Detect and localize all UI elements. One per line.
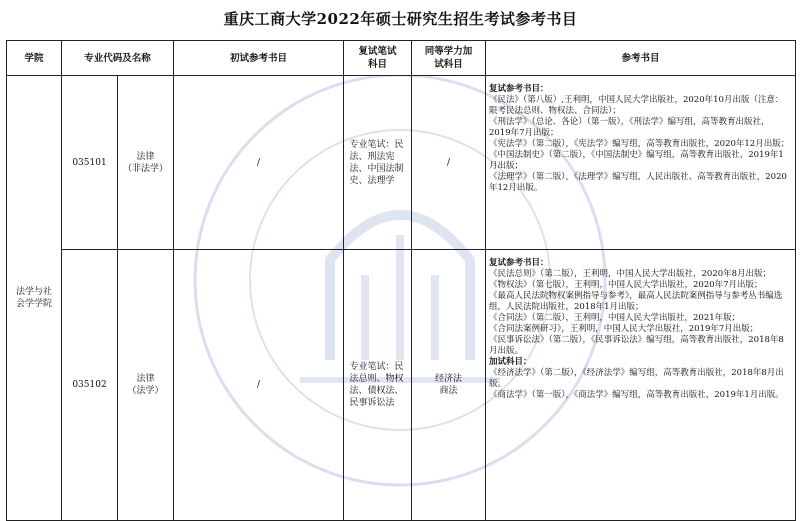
reference-item: 《民法》（第八版）,王利明，中国人民大学出版社，2020年10月出版（注意：限考民法总则、物权法、合同法）； xyxy=(489,95,784,116)
reference-list xyxy=(486,76,796,250)
major-code: 035102 xyxy=(62,250,118,521)
major-type: （非法学） xyxy=(123,163,169,174)
header-initial-books: 初试参考书目 xyxy=(174,41,344,76)
header-college: 学院 xyxy=(7,41,62,76)
initial-books: / xyxy=(174,250,344,521)
reference-item: 《法理学》（第二版），《法理学》编写组，人民出版社、高等教育出版社，2020年12月出版。 xyxy=(489,172,787,193)
reference-item: 《最高人民法院物权案例指导与参考》，最高人民法院案例指导与参考丛书编选组，人民法院出版社，2018年1月出版； xyxy=(489,291,783,312)
page-title: 重庆工商大学2022年硕士研究生招生考试参考书目 xyxy=(223,10,578,28)
reference-item: 《经济法学》（第二版），《经济法学》编写组，高等教育出版社，2018年8月出版。 xyxy=(489,368,784,389)
reference-item: 加试科目： xyxy=(489,357,532,367)
header-major: 专业代码及名称 xyxy=(62,41,174,76)
equivalent-subjects: 经济法商法 xyxy=(412,250,486,521)
table-header-row xyxy=(7,41,796,76)
major-name-cell xyxy=(118,76,174,250)
reference-item: 《民事诉讼法》（第二版），《民事诉讼法》编写组，高等教育出版社，2018年8月出版。 xyxy=(489,335,784,356)
reference-list xyxy=(486,250,796,521)
retest-written: 专业笔试：民法、刑法宪法、中国法制史、法理学 xyxy=(344,76,412,250)
header-retest-written: 复试笔试科目 xyxy=(344,41,412,76)
major-code: 035101 xyxy=(62,76,118,250)
header-reference-books: 参考书目 xyxy=(486,41,796,76)
reference-item: 《合同法》（第二版），王利明，中国人民大学出版社，2021年版； xyxy=(489,313,741,323)
reference-item: 《合同法案例研习》，王利明，中国人民大学出版社，2019年7月出版； xyxy=(489,324,759,334)
reference-item: 复试参考书目： xyxy=(489,258,549,268)
major-name: 法律 xyxy=(136,151,155,162)
major-type: （法学） xyxy=(127,386,164,396)
table-row xyxy=(7,76,796,250)
reference-item: 《民法总则》（第二版），王利明，中国人民大学出版社，2020年8月出版； xyxy=(489,269,772,279)
reference-item: 《宪法学》（第二版），《宪法学》编写组，高等教育出版社，2020年12月出版； xyxy=(489,139,790,149)
retest-written: 专业笔试：民法总则、物权法、债权法、民事诉讼法 xyxy=(344,250,412,521)
header-equivalent: 同等学力加试科目 xyxy=(412,41,486,76)
initial-books: / xyxy=(174,76,344,250)
table-row xyxy=(7,250,796,521)
major-name-cell xyxy=(118,250,174,521)
reference-item: 《刑法学》（总论、各论）（第一版），《刑法学》编写组，高等教育出版社，2019年7月出版； xyxy=(489,117,770,138)
reference-item: 复试参考书目： xyxy=(489,84,549,94)
reference-item: 《中国法制史》（第二版），《中国法制史》编写组，高等教育出版社，2019年1月出版； xyxy=(489,150,784,171)
college-cell: 法学与社会学学院 xyxy=(7,76,62,521)
major-name: 法律 xyxy=(136,374,155,384)
equivalent-subjects: / xyxy=(412,76,486,250)
reference-item: 《商法学》（第一版），《商法学》编写组，高等教育出版社，2019年1月出版。 xyxy=(489,390,784,400)
reference-item: 《物权法》（第七版），王利明，中国人民大学出版社，2020年7月出版； xyxy=(489,280,763,290)
reference-book-table xyxy=(6,40,796,521)
